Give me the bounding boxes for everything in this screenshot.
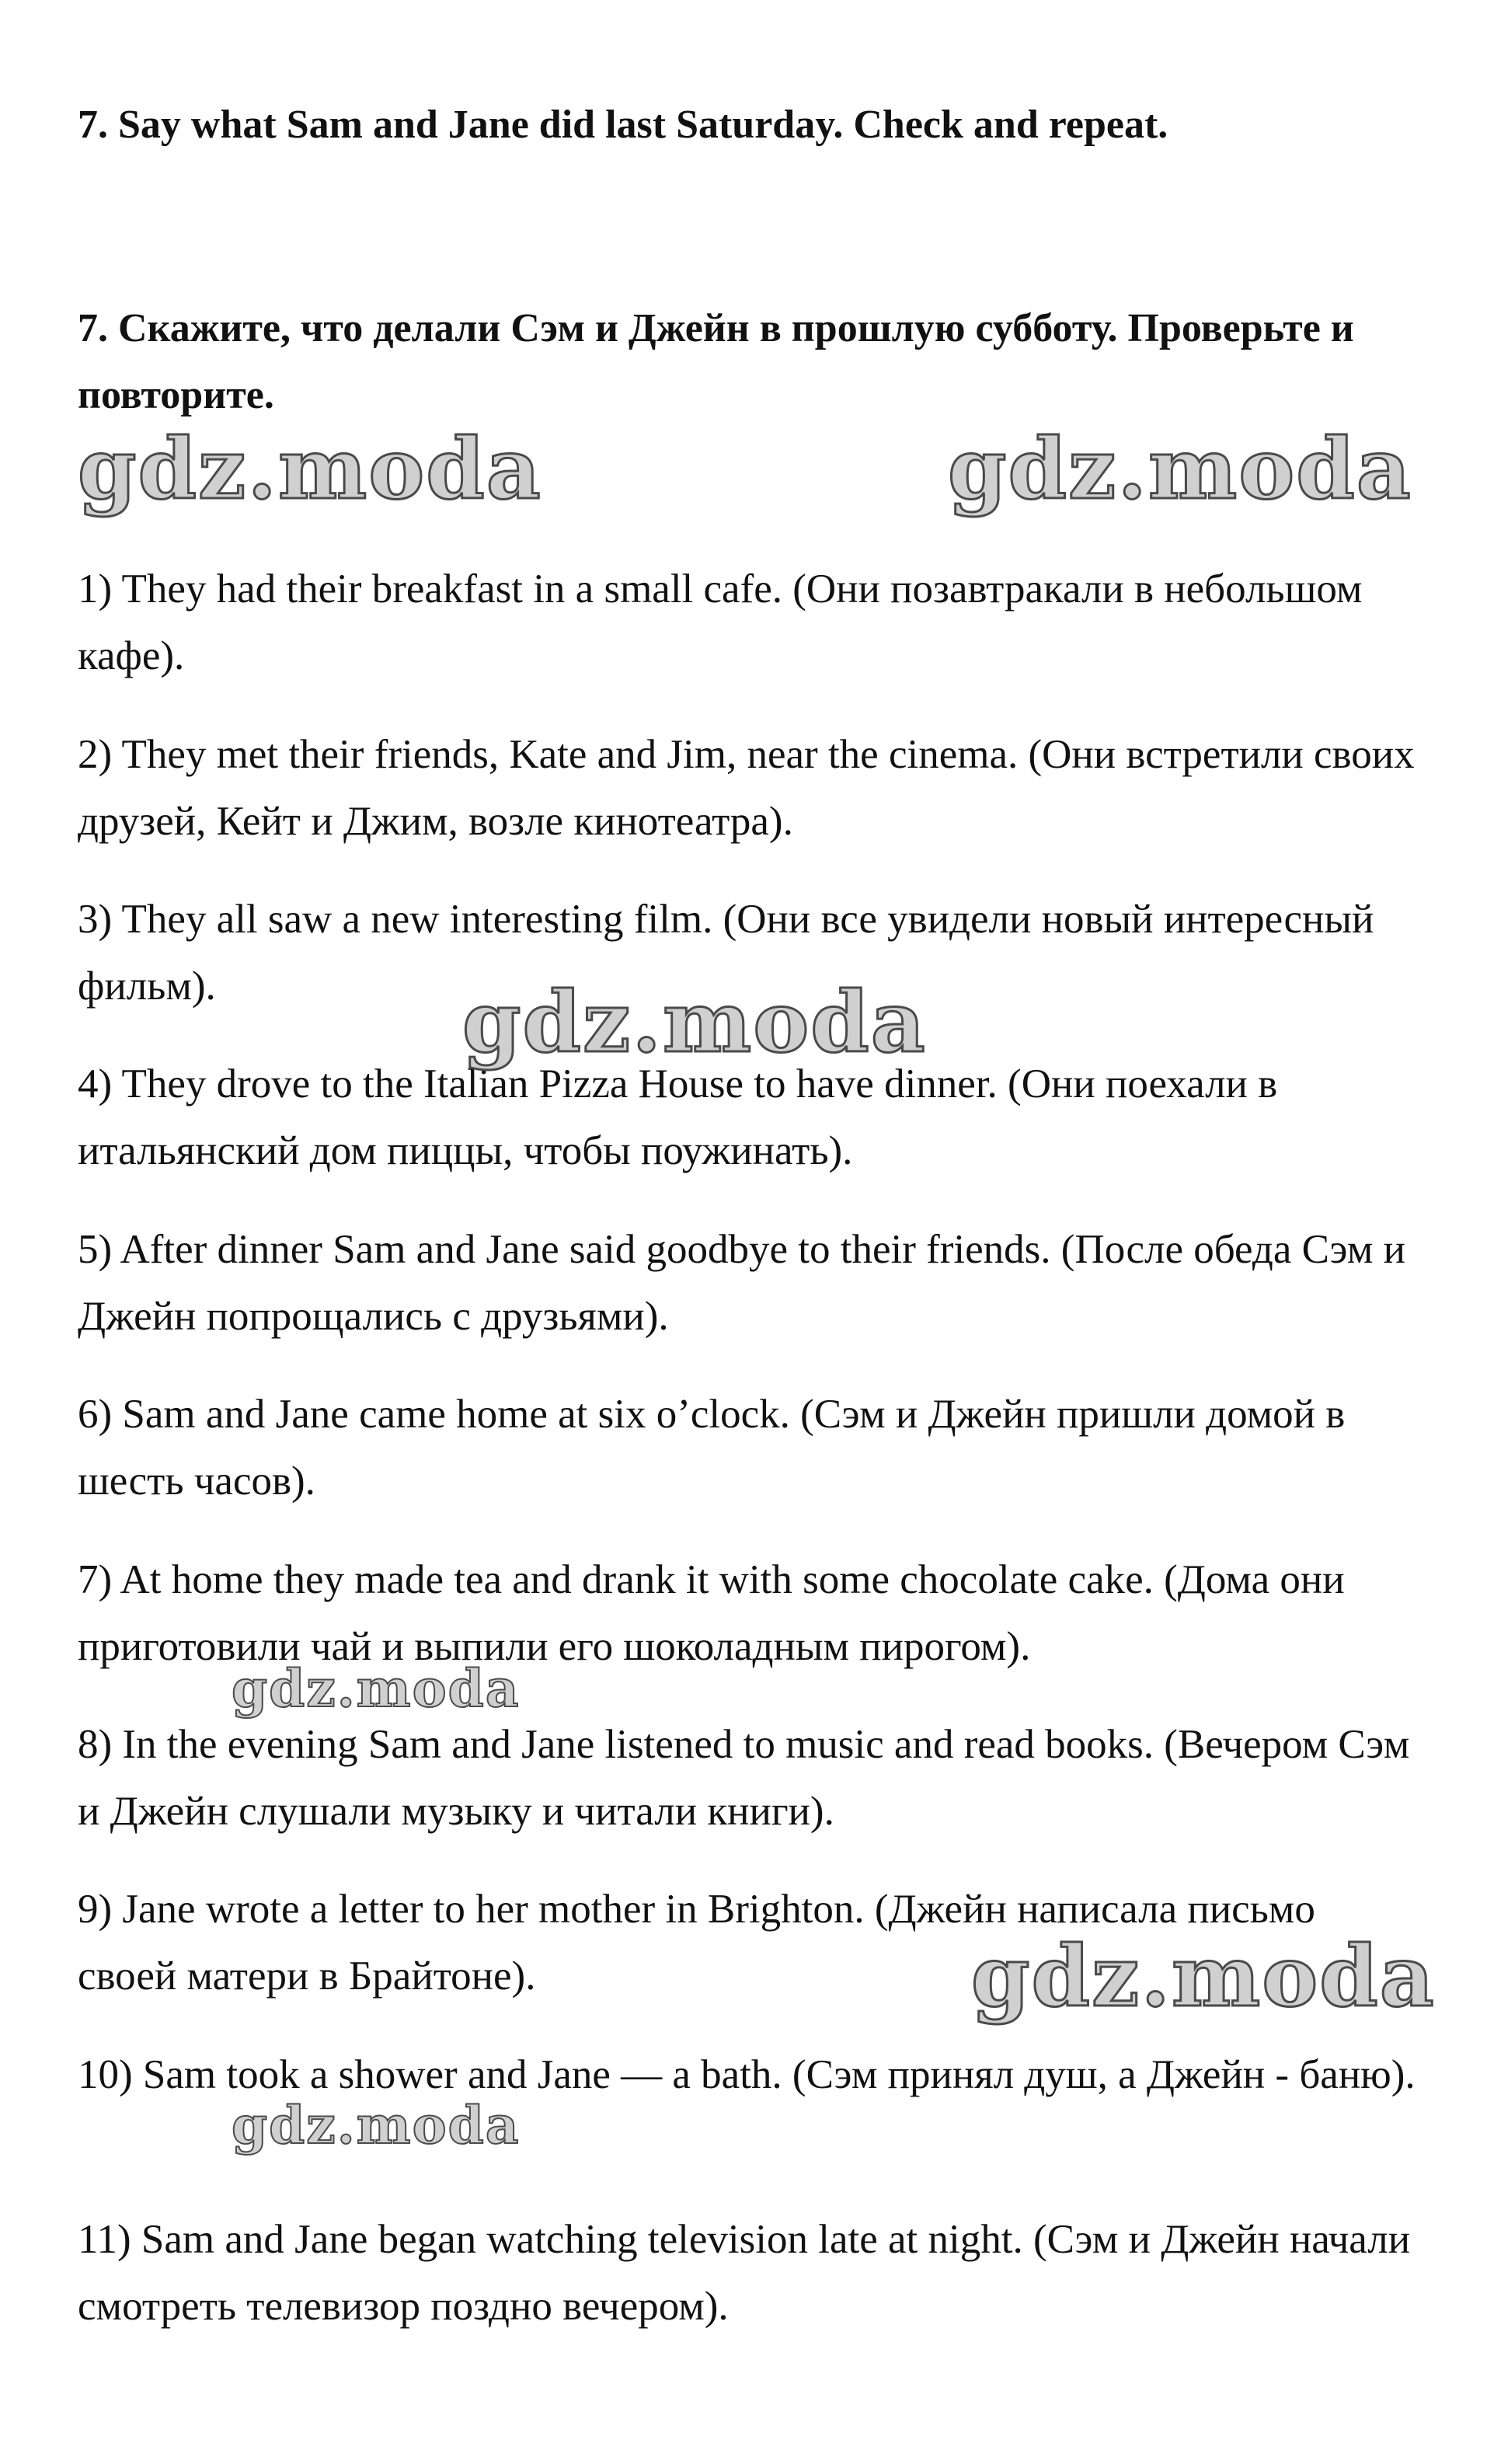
watermark-logo: gdz.moda [948, 420, 1412, 518]
watermark-logo: gdz.moda [78, 420, 542, 518]
watermark-logo: gdz.moda [462, 974, 927, 1072]
answer-item-5: 5) After dinner Sam and Jane said goodbye to their friends. (После обеда Сэм и Джейн попрощались с друзьями). [78, 1227, 1406, 1339]
answer-item-7: 7) At home they made tea and drank it with some chocolate cake. (Дома они приготовили чай и выпили его шоколадным пирогом). [78, 1557, 1345, 1669]
watermark-logo: gdz.moda [232, 2095, 521, 2156]
answer-item-6: 6) Sam and Jane came home at six o’clock. (Сэм и Джейн пришли домой в шесть часов). [78, 1392, 1346, 1504]
watermark-logo: gdz.moda [232, 1658, 521, 1719]
answer-item-11: 11) Sam and Jane began watching television late at night. (Сэм и Джейн начали смотреть телевизор поздно вечером). [78, 2217, 1411, 2329]
answer-item-10: 10) Sam took a shower and Jane — a bath. (Сэм принял душ, а Джейн - баню). [78, 2052, 1416, 2097]
answer-item-1: 1) They had their breakfast in a small cafe. (Они позавтракали в небольшом кафе). [78, 566, 1363, 678]
answer-item-2: 2) They met their friends, Kate and Jim, near the cinema. (Они встретили своих друзей, Кейт и Джим, возле кинотеатра). [78, 732, 1415, 844]
exercise-heading-english: 7. Say what Sam and Jane did last Saturday. Check and repeat. [78, 103, 1168, 147]
answer-item-9: 9) Jane wrote a letter to her mother in Brighton. (Джейн написала письмо своей матери в Брайтоне). [78, 1887, 1315, 1999]
exercise-heading-russian: 7. Скажите, что делали Сэм и Джейн в прошлую субботу. Проверьте и повторите. [78, 306, 1354, 417]
answer-item-3: 3) They all saw a new interesting film. (Они все увидели новый интересный фильм). [78, 897, 1374, 1009]
answer-item-4: 4) They drove to the Italian Pizza House to have dinner. (Они поехали в итальянский дом пиццы, чтобы поужинать). [78, 1061, 1278, 1173]
watermark-logo: gdz.moda [971, 1928, 1436, 2026]
answer-item-8: 8) In the evening Sam and Jane listened to music and read books. (Вечером Сэм и Джейн слушали музыку и читали книги). [78, 1722, 1410, 1834]
